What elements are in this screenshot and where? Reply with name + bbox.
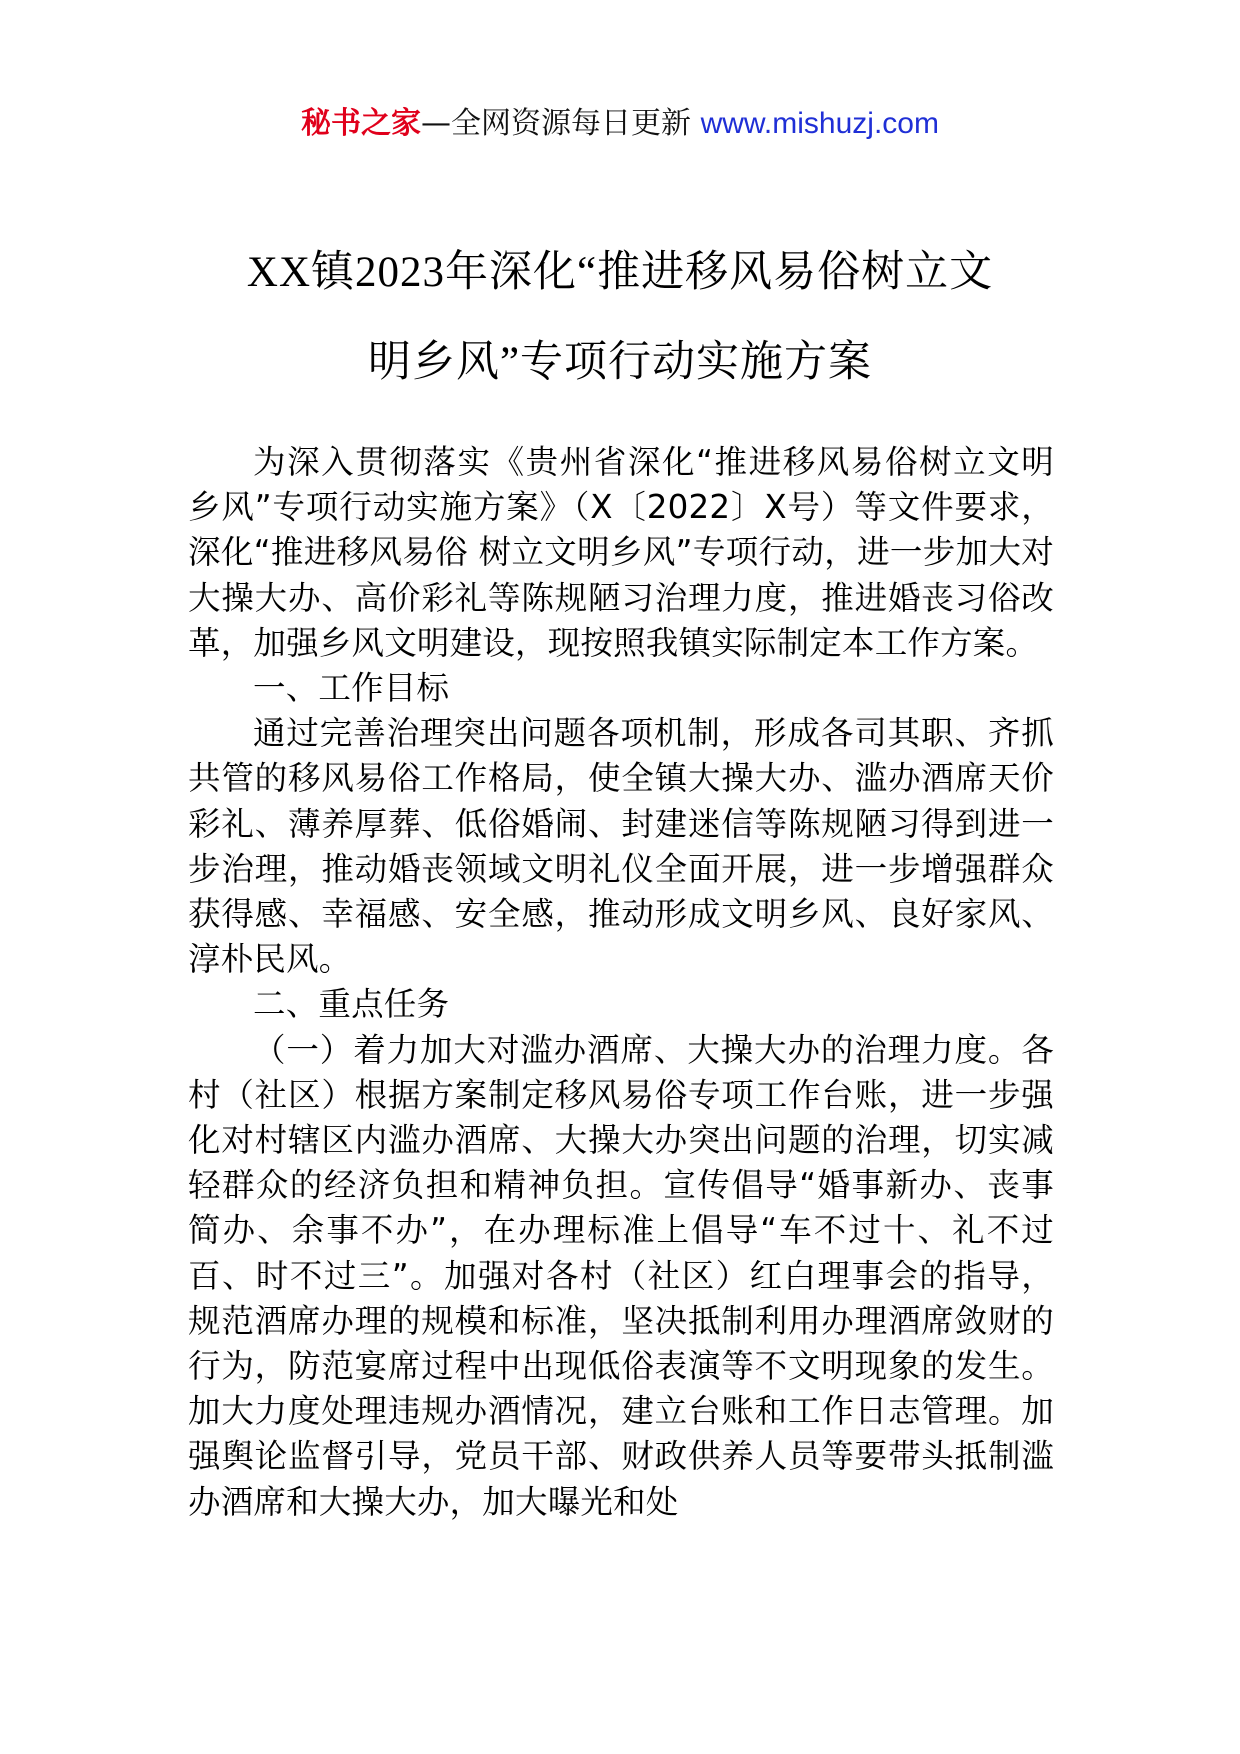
header-url-link[interactable]: www.mishuzj.com — [700, 107, 939, 140]
section-heading-goals: 一、工作目标 — [253, 669, 450, 708]
title-line-2: 明乡风”专项行动实施方案 — [367, 339, 873, 386]
site-header — [0, 100, 1240, 148]
paragraph-task-1: （一）着力加大对滥办酒席、大操大办的治理力度。各村（社区）根据方案制定移风易俗专项工作台账，进一步强化对村辖区内滥办酒席、大操大办突出问题的治理，切实减轻群众的经济负担和精神负担。宣传倡导“婚事新办、丧事简办、余事不办”，在办理标准上倡导“车不过十、礼不过百、时不过三”。加强对各村（社区）红白理事会的指导，规范酒席办理的规模和标准，坚决抵制利用办理酒席敛财的行为，防范宴席过程中出现低俗表演等不文明现象的发生。加大力度处理违规办酒情况，建立台账和工作日志管理。加强舆论监督引导，党员干部、财政供养人员等要带头抵制滥办酒席和大操大办，加大曝光和处 — [188, 1030, 1054, 1521]
brand-name: 秘书之家 — [301, 106, 422, 141]
paragraph-goals: 通过完善治理突出问题各项机制，形成各司其职、齐抓共管的移风易俗工作格局，使全镇大操大办、滥办酒席天价彩礼、薄养厚葬、低俗婚闹、封建迷信等陈规陋习得到进一步治理，推动婚丧领域文明礼仪全面开展，进一步增强群众获得感、幸福感、安全感，推动形成文明乡风、良好家风、淳朴民风。 — [188, 714, 1054, 979]
section-heading-tasks: 二、重点任务 — [253, 985, 450, 1024]
document-title — [150, 228, 1090, 408]
paragraph-intro: 为深入贯彻落实《贵州省深化“推进移风易俗树立文明乡风”专项行动实施方案》（X〔2022〕X号）等文件要求，深化“推进移风易俗 树立文明乡风”专项行动，进一步加大对大操大办、高价彩礼等陈规陋习治理力度，推进婚丧习俗改革，加强乡风文明建设，现按照我镇实际制定本工作方案。 — [188, 443, 1054, 662]
document-body — [188, 440, 1054, 1525]
title-line-1: XX镇2023年深化“推进移风易俗树立文 — [246, 249, 994, 296]
header-slogan: —全网资源每日更新 — [421, 106, 701, 141]
